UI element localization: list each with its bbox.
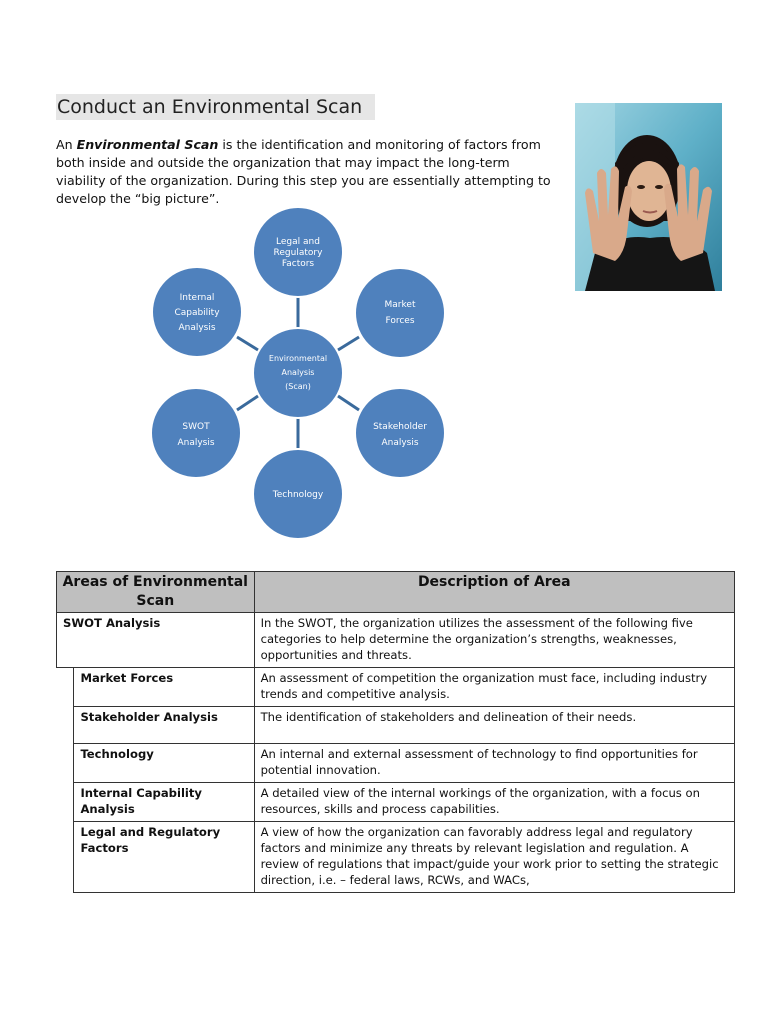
connector-swot — [237, 396, 258, 410]
table-row — [57, 744, 735, 783]
swot-label-2: Analysis — [177, 438, 215, 448]
area-name: SWOT Analysis — [57, 613, 255, 668]
area-description: A view of how the organization can favorably address legal and regulatory factors and minimize any threats by relevant legislation and regulation. A review of regulations that impact/guide your work prior to setting the strategic direction, i.e. – federal laws, RCWs, and WACs, — [254, 822, 734, 893]
node-stakeholder — [355, 388, 445, 478]
page-title: Conduct an Environmental Scan — [56, 94, 375, 120]
header-area: Areas of Environmental Scan — [57, 572, 255, 613]
table-row — [57, 822, 735, 893]
table-row — [57, 707, 735, 744]
intro-prefix: An — [56, 137, 77, 152]
area-name: Technology — [74, 744, 254, 783]
market-label-1: Market — [384, 300, 416, 310]
connector-stakeholder — [338, 396, 359, 410]
table-row-swot — [57, 613, 735, 668]
area-description: The identification of stakeholders and delineation of their needs. — [254, 707, 734, 744]
intro-paragraph — [56, 136, 554, 208]
area-name: Market Forces — [74, 668, 254, 707]
swot-label-1: SWOT — [182, 422, 210, 432]
internal-label-2: Capability — [174, 308, 220, 318]
photo-illustration — [575, 103, 722, 291]
area-name: Stakeholder Analysis — [74, 707, 254, 744]
legal-label-1: Legal and — [276, 237, 320, 247]
intro-term: Environmental Scan — [76, 137, 219, 152]
area-name: Legal and Regulatory Factors — [74, 822, 254, 893]
area-description: An internal and external assessment of technology to find opportunities for potential innovation. — [254, 744, 734, 783]
table-row — [57, 668, 735, 707]
area-name: Internal Capability Analysis — [74, 783, 254, 822]
center-label-1: Environmental — [268, 354, 328, 363]
node-swot — [151, 388, 241, 478]
stakeholder-label-2: Analysis — [381, 438, 419, 448]
technology-label: Technology — [272, 490, 324, 500]
internal-label-3: Analysis — [178, 323, 216, 333]
stakeholder-label-1: Stakeholder — [373, 422, 427, 432]
area-description: In the SWOT, the organization utilizes the assessment of the following five categories to help determine the organization’s strengths, weaknesses, opportunities and threats. — [254, 613, 734, 668]
table-row — [57, 783, 735, 822]
indent-spacer — [57, 668, 74, 893]
header-description: Description of Area — [254, 572, 734, 613]
legal-label-3: Factors — [281, 259, 315, 269]
internal-label-1: Internal — [179, 293, 215, 303]
woman-framing-hands-photo — [575, 103, 722, 291]
connector-internal — [237, 337, 258, 350]
environmental-scan-diagram — [140, 200, 460, 545]
table-header-row — [57, 572, 735, 613]
center-label-2: Analysis — [281, 368, 315, 377]
environmental-scan-table — [56, 571, 735, 893]
connector-market — [338, 337, 359, 350]
area-description: A detailed view of the internal workings of the organization, with a focus on resources, skills and process capabilities. — [254, 783, 734, 822]
market-label-2: Forces — [385, 316, 415, 326]
node-market — [355, 268, 445, 358]
legal-label-2: Regulatory — [273, 248, 323, 258]
intro-text: is the identification and monitoring of factors from both inside and outside the organization that may impact the long-term viability of the organization. During this step you are essentially attempting to develop the “big picture”. — [56, 137, 551, 206]
area-description: An assessment of competition the organization must face, including industry trends and competitive analysis. — [254, 668, 734, 707]
center-label-3: (Scan) — [285, 382, 311, 391]
